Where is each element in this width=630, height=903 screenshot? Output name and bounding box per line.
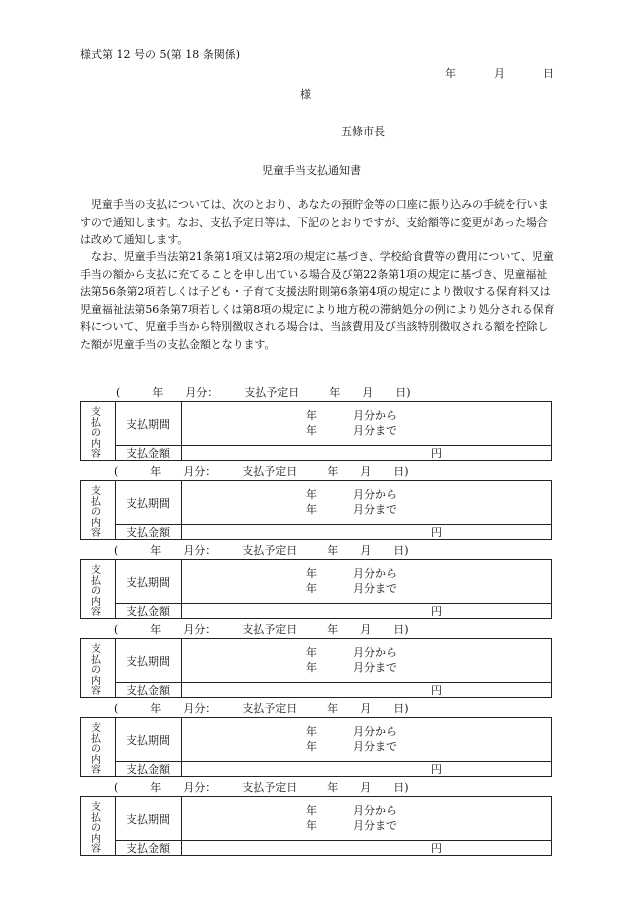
header-month-portion: 月分： xyxy=(185,386,219,399)
row-divider xyxy=(116,603,551,604)
to-year: 年 xyxy=(306,740,317,753)
payment-block xyxy=(80,386,552,461)
payment-block xyxy=(80,781,552,856)
header-year: 年 xyxy=(150,781,162,794)
header-year: 年 xyxy=(150,465,162,478)
content-side-cell xyxy=(81,481,116,539)
payment-amount-label: 支払金額 xyxy=(126,605,170,618)
amount-yen: 円 xyxy=(431,447,442,460)
content-side-cell xyxy=(81,718,116,776)
period-to xyxy=(306,740,397,754)
period-to xyxy=(306,661,397,675)
payment-content-label: 支払の内容 xyxy=(91,486,101,539)
to-year: 年 xyxy=(306,819,317,832)
row-divider xyxy=(116,445,551,446)
content-side-cell xyxy=(81,560,116,618)
scheduled-year: 年 xyxy=(329,386,341,399)
header-month-portion: 月分： xyxy=(183,623,217,636)
payment-header xyxy=(114,702,409,716)
scheduled-year: 年 xyxy=(327,702,339,715)
period-to xyxy=(306,819,397,833)
payment-table xyxy=(80,480,552,540)
from-year: 年 xyxy=(306,409,317,422)
header-month-portion: 月分： xyxy=(183,465,217,478)
header-year: 年 xyxy=(150,544,162,557)
content-side-cell xyxy=(81,402,116,460)
amount-yen: 円 xyxy=(431,526,442,539)
scheduled-date-label: 支払予定日 xyxy=(244,386,300,399)
from-year: 年 xyxy=(306,488,317,501)
scheduled-day: 日) xyxy=(393,702,409,715)
payment-table xyxy=(80,401,552,461)
payment-table xyxy=(80,559,552,619)
payment-table xyxy=(80,638,552,698)
scheduled-month: 月 xyxy=(360,702,372,715)
payment-period-label: 支払期間 xyxy=(126,813,170,826)
payment-amount-label: 支払金額 xyxy=(126,763,170,776)
period-to xyxy=(306,424,397,438)
scheduled-day: 日) xyxy=(393,623,409,636)
scheduled-month: 月 xyxy=(360,623,372,636)
paragraph-1-text: 児童手当の支払については、次のとおり、あなたの預貯金等の口座に振り込みの手続を行いますので通知します。なお、支払予定日等は、下記のとおりですが、支給額等に変更があった場合は改めて通知します。 xyxy=(80,198,549,246)
header-year: 年 xyxy=(150,702,162,715)
payment-amount-label: 支払金額 xyxy=(126,526,170,539)
header-year: 年 xyxy=(150,623,162,636)
open-paren: ( xyxy=(114,623,119,636)
from-month: 月分から xyxy=(353,409,397,422)
from-year: 年 xyxy=(306,804,317,817)
open-paren: ( xyxy=(116,386,121,399)
scheduled-day: 日) xyxy=(393,544,409,557)
to-month: 月分まで xyxy=(353,740,397,753)
scheduled-month: 月 xyxy=(362,386,374,399)
content-side-cell xyxy=(81,797,116,855)
scheduled-date-label: 支払予定日 xyxy=(242,465,298,478)
amount-yen: 円 xyxy=(431,684,442,697)
payment-period-label: 支払期間 xyxy=(126,576,170,589)
scheduled-month: 月 xyxy=(360,544,372,557)
from-year: 年 xyxy=(306,725,317,738)
from-year: 年 xyxy=(306,567,317,580)
payment-header xyxy=(114,465,409,479)
date-day: 日 xyxy=(543,67,554,80)
issue-date xyxy=(445,67,554,81)
row-divider xyxy=(116,524,551,525)
scheduled-day: 日) xyxy=(393,781,409,794)
payment-content-label: 支払の内容 xyxy=(91,565,101,618)
notice-paragraph-2 xyxy=(80,248,558,353)
to-year: 年 xyxy=(306,661,317,674)
row-divider xyxy=(116,840,551,841)
open-paren: ( xyxy=(114,465,119,478)
payment-header xyxy=(114,544,409,558)
period-from xyxy=(306,567,397,581)
from-year: 年 xyxy=(306,646,317,659)
to-month: 月分まで xyxy=(353,582,397,595)
scheduled-day: 日) xyxy=(395,386,411,399)
scheduled-date-label: 支払予定日 xyxy=(242,623,298,636)
payment-block xyxy=(80,702,552,777)
payment-period-label: 支払期間 xyxy=(126,418,170,431)
from-month: 月分から xyxy=(353,725,397,738)
scheduled-date-label: 支払予定日 xyxy=(242,702,298,715)
period-to xyxy=(306,582,397,596)
period-to xyxy=(306,503,397,517)
payment-amount-label: 支払金額 xyxy=(126,447,170,460)
payment-period-label: 支払期間 xyxy=(126,734,170,747)
header-month-portion: 月分： xyxy=(183,702,217,715)
amount-yen: 円 xyxy=(431,763,442,776)
date-month: 月 xyxy=(494,67,505,80)
issuer: 五條市長 xyxy=(341,125,385,138)
scheduled-year: 年 xyxy=(327,781,339,794)
document-title: 児童手当支払通知書 xyxy=(262,164,361,177)
period-from xyxy=(306,409,397,423)
payment-content-label: 支払の内容 xyxy=(91,802,101,855)
scheduled-month: 月 xyxy=(360,465,372,478)
payment-amount-label: 支払金額 xyxy=(126,684,170,697)
header-month-portion: 月分： xyxy=(183,544,217,557)
to-month: 月分まで xyxy=(353,424,397,437)
scheduled-year: 年 xyxy=(327,623,339,636)
period-from xyxy=(306,488,397,502)
to-year: 年 xyxy=(306,424,317,437)
payment-header xyxy=(114,781,409,795)
row-divider xyxy=(116,682,551,683)
payment-content-label: 支払の内容 xyxy=(91,723,101,776)
scheduled-year: 年 xyxy=(327,465,339,478)
payment-content-label: 支払の内容 xyxy=(91,644,101,697)
form-number: 様式第 12 号の 5(第 18 条関係) xyxy=(80,48,241,61)
payment-header xyxy=(114,623,409,637)
scheduled-year: 年 xyxy=(327,544,339,557)
from-month: 月分から xyxy=(353,646,397,659)
payment-period-label: 支払期間 xyxy=(126,655,170,668)
scheduled-date-label: 支払予定日 xyxy=(242,544,298,557)
from-month: 月分から xyxy=(353,804,397,817)
date-year: 年 xyxy=(445,67,456,80)
content-side-cell xyxy=(81,639,116,697)
payment-content-label: 支払の内容 xyxy=(91,407,101,460)
scheduled-month: 月 xyxy=(360,781,372,794)
scheduled-day: 日) xyxy=(393,465,409,478)
payment-block xyxy=(80,465,552,540)
header-year: 年 xyxy=(152,386,164,399)
to-year: 年 xyxy=(306,503,317,516)
payment-amount-label: 支払金額 xyxy=(126,842,170,855)
scheduled-date-label: 支払予定日 xyxy=(242,781,298,794)
payment-table xyxy=(80,717,552,777)
amount-yen: 円 xyxy=(431,605,442,618)
open-paren: ( xyxy=(114,781,119,794)
payment-block xyxy=(80,544,552,619)
payment-period-label: 支払期間 xyxy=(126,497,170,510)
paragraph-2-text: なお、児童手当法第21条第1項又は第2項の規定に基づき、学校給食費等の費用について、児童手当の額から支払に充てることを申し出ている場合及び第22条第1項の規定に基づき、児童福祉法第56条第2項若しくは子ども・子育て支援法附則第6条第4項の規定により徴収する保育料又は児童福祉法第56条第7項若しくは第8項の規定により地方税の滞納処分の例により処分される保育料について、児童手当から特別徴収される場合は、当該費用及び当該特別徴収される額を控除した額が児童手当の支払金額となります。 xyxy=(80,250,555,351)
to-month: 月分まで xyxy=(353,819,397,832)
from-month: 月分から xyxy=(353,488,397,501)
amount-yen: 円 xyxy=(431,842,442,855)
period-from xyxy=(306,725,397,739)
to-year: 年 xyxy=(306,582,317,595)
open-paren: ( xyxy=(114,702,119,715)
from-month: 月分から xyxy=(353,567,397,580)
payment-header xyxy=(116,386,411,400)
notice-paragraph-1 xyxy=(80,196,558,249)
to-month: 月分まで xyxy=(353,661,397,674)
recipient-suffix: 様 xyxy=(300,88,311,101)
row-divider xyxy=(116,761,551,762)
period-from xyxy=(306,646,397,660)
payment-block xyxy=(80,623,552,698)
period-from xyxy=(306,804,397,818)
header-month-portion: 月分： xyxy=(183,781,217,794)
to-month: 月分まで xyxy=(353,503,397,516)
payment-table xyxy=(80,796,552,856)
open-paren: ( xyxy=(114,544,119,557)
